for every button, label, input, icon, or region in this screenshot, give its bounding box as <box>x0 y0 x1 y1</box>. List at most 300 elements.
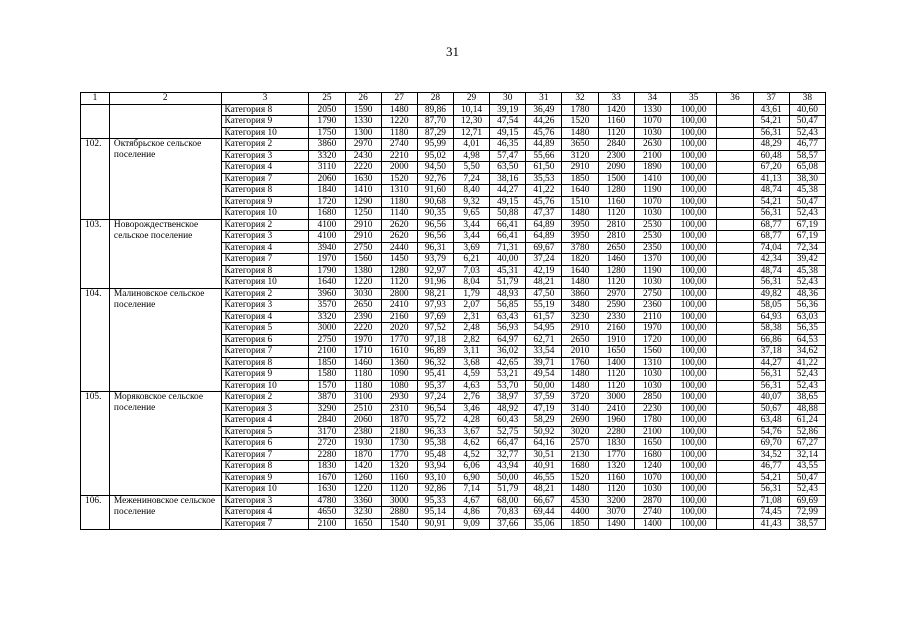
header-row <box>81 93 826 105</box>
value-cell: 100,00 <box>670 484 716 496</box>
value-cell: 4,67 <box>453 495 489 507</box>
value-cell: 71,31 <box>490 242 526 254</box>
settlement-name: Моряковское сельское поселение <box>109 392 221 496</box>
value-cell: 40,07 <box>753 392 789 404</box>
value-cell: 45,76 <box>526 196 562 208</box>
value-cell: 100,00 <box>670 415 716 427</box>
category-cell: Категория 5 <box>221 426 309 438</box>
value-cell: 50,47 <box>789 196 825 208</box>
value-cell <box>717 380 753 392</box>
value-cell: 4400 <box>562 507 598 519</box>
category-cell: Категория 4 <box>221 242 309 254</box>
value-cell: 2110 <box>634 311 670 323</box>
value-cell: 1250 <box>345 208 381 220</box>
value-cell: 3290 <box>309 403 345 415</box>
header-cell: 25 <box>309 93 345 105</box>
value-cell: 69,67 <box>526 242 562 254</box>
value-cell: 100,00 <box>670 219 716 231</box>
value-cell: 3120 <box>562 150 598 162</box>
value-cell: 95,48 <box>417 449 453 461</box>
value-cell: 3,46 <box>453 403 489 415</box>
value-cell: 9,32 <box>453 196 489 208</box>
table-body <box>81 104 826 530</box>
value-cell: 54,21 <box>753 116 789 128</box>
value-cell: 1480 <box>562 277 598 289</box>
value-cell: 1030 <box>634 277 670 289</box>
value-cell: 3950 <box>562 231 598 243</box>
value-cell <box>717 116 753 128</box>
header-cell: 32 <box>562 93 598 105</box>
settlement-number: 102. <box>81 139 110 220</box>
value-cell: 37,18 <box>753 346 789 358</box>
value-cell: 64,89 <box>526 231 562 243</box>
value-cell <box>717 403 753 415</box>
value-cell: 35,53 <box>526 173 562 185</box>
value-cell: 2060 <box>309 173 345 185</box>
value-cell: 2740 <box>381 139 417 151</box>
value-cell: 9,65 <box>453 208 489 220</box>
value-cell: 2280 <box>309 449 345 461</box>
value-cell <box>717 127 753 139</box>
value-cell: 1520 <box>381 173 417 185</box>
value-cell: 100,00 <box>670 150 716 162</box>
value-cell: 43,55 <box>789 461 825 473</box>
value-cell: 93,94 <box>417 461 453 473</box>
value-cell: 2810 <box>598 219 634 231</box>
value-cell: 4100 <box>309 231 345 243</box>
value-cell: 1030 <box>634 380 670 392</box>
value-cell: 48,36 <box>789 288 825 300</box>
value-cell: 1120 <box>598 369 634 381</box>
value-cell: 2650 <box>345 300 381 312</box>
value-cell <box>717 265 753 277</box>
value-cell <box>717 518 753 530</box>
value-cell <box>717 357 753 369</box>
table-row <box>81 392 826 404</box>
value-cell: 50,47 <box>789 472 825 484</box>
table-row <box>81 139 826 151</box>
value-cell: 3960 <box>309 288 345 300</box>
value-cell: 3720 <box>562 392 598 404</box>
value-cell: 96,54 <box>417 403 453 415</box>
value-cell: 2,48 <box>453 323 489 335</box>
value-cell: 1180 <box>345 380 381 392</box>
value-cell: 56,31 <box>753 127 789 139</box>
value-cell: 67,27 <box>789 438 825 450</box>
value-cell: 34,52 <box>753 449 789 461</box>
header-cell: 3 <box>221 93 309 105</box>
value-cell: 1970 <box>634 323 670 335</box>
value-cell: 3860 <box>562 288 598 300</box>
value-cell: 36,49 <box>526 104 562 116</box>
value-cell: 56,31 <box>753 484 789 496</box>
header-cell: 31 <box>526 93 562 105</box>
value-cell: 54,21 <box>753 472 789 484</box>
value-cell: 1870 <box>381 415 417 427</box>
value-cell: 95,37 <box>417 380 453 392</box>
value-cell: 3100 <box>345 392 381 404</box>
value-cell: 2530 <box>634 219 670 231</box>
value-cell: 1490 <box>598 518 634 530</box>
value-cell: 2850 <box>634 392 670 404</box>
settlement-number: 106. <box>81 495 110 530</box>
value-cell: 100,00 <box>670 357 716 369</box>
category-cell: Категория 4 <box>221 311 309 323</box>
value-cell: 52,43 <box>789 277 825 289</box>
value-cell: 52,43 <box>789 127 825 139</box>
value-cell: 2350 <box>634 242 670 254</box>
value-cell: 2300 <box>598 150 634 162</box>
value-cell: 1580 <box>309 369 345 381</box>
value-cell: 3360 <box>345 495 381 507</box>
value-cell: 2880 <box>381 507 417 519</box>
value-cell: 2020 <box>381 323 417 335</box>
value-cell: 1090 <box>381 369 417 381</box>
category-cell: Категория 4 <box>221 415 309 427</box>
value-cell: 3570 <box>309 300 345 312</box>
value-cell: 1830 <box>309 461 345 473</box>
value-cell: 52,43 <box>789 484 825 496</box>
value-cell: 1030 <box>634 208 670 220</box>
value-cell: 2410 <box>598 403 634 415</box>
value-cell: 97,18 <box>417 334 453 346</box>
value-cell: 48,74 <box>753 185 789 197</box>
value-cell: 4,86 <box>453 507 489 519</box>
value-cell: 38,57 <box>789 518 825 530</box>
category-cell: Категория 2 <box>221 288 309 300</box>
value-cell: 3000 <box>309 323 345 335</box>
value-cell: 6,90 <box>453 472 489 484</box>
value-cell: 3320 <box>309 311 345 323</box>
value-cell: 2910 <box>562 323 598 335</box>
value-cell: 1640 <box>562 185 598 197</box>
value-cell: 97,93 <box>417 300 453 312</box>
value-cell: 4,52 <box>453 449 489 461</box>
value-cell: 48,88 <box>789 403 825 415</box>
value-cell: 54,76 <box>753 426 789 438</box>
category-cell: Категория 8 <box>221 265 309 277</box>
value-cell <box>717 288 753 300</box>
value-cell: 52,43 <box>789 380 825 392</box>
value-cell: 100,00 <box>670 277 716 289</box>
value-cell: 67,20 <box>753 162 789 174</box>
value-cell: 43,61 <box>753 104 789 116</box>
header-cell: 26 <box>345 93 381 105</box>
value-cell: 47,37 <box>526 208 562 220</box>
value-cell: 4,63 <box>453 380 489 392</box>
table-row <box>81 219 826 231</box>
value-cell: 39,19 <box>490 104 526 116</box>
value-cell: 100,00 <box>670 461 716 473</box>
value-cell: 2910 <box>562 162 598 174</box>
value-cell <box>717 173 753 185</box>
value-cell: 93,10 <box>417 472 453 484</box>
value-cell: 2050 <box>309 104 345 116</box>
value-cell: 2330 <box>598 311 634 323</box>
value-cell: 64,93 <box>753 311 789 323</box>
value-cell: 2130 <box>562 449 598 461</box>
value-cell: 37,59 <box>526 392 562 404</box>
value-cell: 87,29 <box>417 127 453 139</box>
value-cell: 95,38 <box>417 438 453 450</box>
value-cell: 2100 <box>634 150 670 162</box>
value-cell: 100,00 <box>670 104 716 116</box>
value-cell: 2360 <box>634 300 670 312</box>
value-cell: 56,31 <box>753 277 789 289</box>
value-cell: 1300 <box>345 127 381 139</box>
value-cell: 1410 <box>634 173 670 185</box>
value-cell: 100,00 <box>670 162 716 174</box>
value-cell: 1460 <box>345 357 381 369</box>
value-cell: 1480 <box>381 104 417 116</box>
value-cell: 89,86 <box>417 104 453 116</box>
value-cell: 2390 <box>345 311 381 323</box>
value-cell: 100,00 <box>670 403 716 415</box>
value-cell: 1320 <box>381 461 417 473</box>
value-cell: 96,33 <box>417 426 453 438</box>
value-cell: 3000 <box>381 495 417 507</box>
value-cell: 7,03 <box>453 265 489 277</box>
value-cell: 39,71 <box>526 357 562 369</box>
value-cell: 87,70 <box>417 116 453 128</box>
value-cell: 1120 <box>598 208 634 220</box>
value-cell: 96,31 <box>417 242 453 254</box>
value-cell: 60,43 <box>490 415 526 427</box>
value-cell: 3480 <box>562 300 598 312</box>
value-cell: 2180 <box>381 426 417 438</box>
value-cell: 7,14 <box>453 484 489 496</box>
category-cell: Категория 8 <box>221 357 309 369</box>
value-cell <box>717 449 753 461</box>
value-cell: 1120 <box>598 277 634 289</box>
value-cell: 37,66 <box>490 518 526 530</box>
value-cell: 4,62 <box>453 438 489 450</box>
value-cell: 1160 <box>598 196 634 208</box>
value-cell: 100,00 <box>670 426 716 438</box>
table-row <box>81 104 826 116</box>
value-cell: 1120 <box>598 484 634 496</box>
header-cell: 36 <box>717 93 753 105</box>
value-cell: 2220 <box>345 323 381 335</box>
value-cell: 2,31 <box>453 311 489 323</box>
value-cell: 1400 <box>634 518 670 530</box>
value-cell: 1310 <box>634 357 670 369</box>
value-cell: 1330 <box>634 104 670 116</box>
value-cell: 45,38 <box>789 185 825 197</box>
value-cell <box>717 300 753 312</box>
value-cell: 92,76 <box>417 173 453 185</box>
value-cell <box>717 484 753 496</box>
value-cell: 1290 <box>345 196 381 208</box>
value-cell: 1480 <box>562 380 598 392</box>
value-cell: 9,09 <box>453 518 489 530</box>
value-cell: 1760 <box>562 357 598 369</box>
value-cell: 58,29 <box>526 415 562 427</box>
value-cell: 50,47 <box>789 116 825 128</box>
value-cell: 95,14 <box>417 507 453 519</box>
value-cell: 2010 <box>562 346 598 358</box>
value-cell: 1480 <box>562 484 598 496</box>
settlement-name: Межениновское сельское поселение <box>109 495 221 530</box>
value-cell: 2750 <box>309 334 345 346</box>
value-cell: 100,00 <box>670 369 716 381</box>
value-cell: 55,66 <box>526 150 562 162</box>
value-cell: 1780 <box>562 104 598 116</box>
value-cell: 2220 <box>345 162 381 174</box>
value-cell <box>717 254 753 266</box>
value-cell: 1650 <box>634 438 670 450</box>
value-cell: 1310 <box>381 185 417 197</box>
value-cell: 40,91 <box>526 461 562 473</box>
value-cell: 1640 <box>309 277 345 289</box>
category-cell: Категория 9 <box>221 196 309 208</box>
value-cell: 4,28 <box>453 415 489 427</box>
header-cell: 29 <box>453 93 489 105</box>
value-cell: 96,89 <box>417 346 453 358</box>
value-cell: 3140 <box>562 403 598 415</box>
value-cell: 1650 <box>598 346 634 358</box>
value-cell: 10,14 <box>453 104 489 116</box>
value-cell: 56,35 <box>789 323 825 335</box>
value-cell: 64,53 <box>789 334 825 346</box>
value-cell: 91,60 <box>417 185 453 197</box>
value-cell: 1380 <box>345 265 381 277</box>
value-cell: 57,47 <box>490 150 526 162</box>
value-cell: 2510 <box>345 403 381 415</box>
value-cell: 100,00 <box>670 265 716 277</box>
value-cell: 2,76 <box>453 392 489 404</box>
value-cell: 44,26 <box>526 116 562 128</box>
category-cell: Категория 10 <box>221 208 309 220</box>
value-cell: 63,48 <box>753 415 789 427</box>
category-cell: Категория 10 <box>221 277 309 289</box>
value-cell: 68,00 <box>490 495 526 507</box>
value-cell: 61,57 <box>526 311 562 323</box>
value-cell: 100,00 <box>670 231 716 243</box>
value-cell: 2100 <box>309 346 345 358</box>
value-cell: 100,00 <box>670 392 716 404</box>
value-cell: 2840 <box>309 415 345 427</box>
value-cell: 1630 <box>309 484 345 496</box>
data-table <box>80 92 826 530</box>
header-cell: 33 <box>598 93 634 105</box>
value-cell: 1750 <box>309 127 345 139</box>
value-cell: 34,62 <box>789 346 825 358</box>
value-cell: 1070 <box>634 196 670 208</box>
value-cell: 67,19 <box>789 231 825 243</box>
value-cell: 2100 <box>634 426 670 438</box>
value-cell: 1140 <box>381 208 417 220</box>
category-cell: Категория 7 <box>221 346 309 358</box>
value-cell: 32,77 <box>490 449 526 461</box>
value-cell: 64,97 <box>490 334 526 346</box>
value-cell: 2690 <box>562 415 598 427</box>
value-cell: 2090 <box>598 162 634 174</box>
value-cell: 100,00 <box>670 242 716 254</box>
value-cell: 97,69 <box>417 311 453 323</box>
value-cell: 2870 <box>634 495 670 507</box>
value-cell: 1680 <box>562 461 598 473</box>
table-row <box>81 288 826 300</box>
value-cell: 1680 <box>634 449 670 461</box>
category-cell: Категория 7 <box>221 173 309 185</box>
table-header <box>81 93 826 105</box>
value-cell: 2440 <box>381 242 417 254</box>
value-cell: 67,19 <box>789 219 825 231</box>
value-cell: 46,35 <box>490 139 526 151</box>
value-cell: 1560 <box>634 346 670 358</box>
value-cell: 68,77 <box>753 219 789 231</box>
category-cell: Категория 9 <box>221 369 309 381</box>
value-cell: 60,48 <box>753 150 789 162</box>
category-cell: Категория 3 <box>221 231 309 243</box>
value-cell: 50,00 <box>490 472 526 484</box>
value-cell: 1220 <box>345 277 381 289</box>
header-cell: 1 <box>81 93 110 105</box>
value-cell <box>717 415 753 427</box>
value-cell: 6,21 <box>453 254 489 266</box>
value-cell: 2630 <box>634 139 670 151</box>
value-cell: 100,00 <box>670 438 716 450</box>
value-cell <box>717 242 753 254</box>
value-cell: 2720 <box>309 438 345 450</box>
settlement-name: Малиновское сельское поселение <box>109 288 221 392</box>
value-cell: 1030 <box>634 127 670 139</box>
value-cell: 1260 <box>345 472 381 484</box>
value-cell: 48,92 <box>490 403 526 415</box>
value-cell: 2100 <box>309 518 345 530</box>
category-cell: Категория 7 <box>221 254 309 266</box>
value-cell: 1820 <box>562 254 598 266</box>
value-cell: 90,35 <box>417 208 453 220</box>
value-cell: 1520 <box>562 472 598 484</box>
value-cell: 70,83 <box>490 507 526 519</box>
value-cell: 43,94 <box>490 461 526 473</box>
value-cell: 1720 <box>634 334 670 346</box>
value-cell: 41,43 <box>753 518 789 530</box>
value-cell: 65,08 <box>789 162 825 174</box>
value-cell: 1890 <box>634 162 670 174</box>
value-cell: 2430 <box>345 150 381 162</box>
value-cell: 1160 <box>598 472 634 484</box>
category-cell: Категория 8 <box>221 461 309 473</box>
value-cell: 1640 <box>562 265 598 277</box>
value-cell: 100,00 <box>670 185 716 197</box>
value-cell: 72,99 <box>789 507 825 519</box>
value-cell: 54,21 <box>753 196 789 208</box>
value-cell: 52,75 <box>490 426 526 438</box>
category-cell: Категория 2 <box>221 219 309 231</box>
value-cell: 3650 <box>562 139 598 151</box>
value-cell: 1590 <box>345 104 381 116</box>
value-cell: 55,19 <box>526 300 562 312</box>
value-cell: 40,60 <box>789 104 825 116</box>
value-cell: 50,00 <box>526 380 562 392</box>
value-cell: 4,59 <box>453 369 489 381</box>
value-cell: 1720 <box>309 196 345 208</box>
value-cell <box>717 311 753 323</box>
value-cell: 2160 <box>381 311 417 323</box>
value-cell: 49,15 <box>490 127 526 139</box>
value-cell: 2230 <box>634 403 670 415</box>
header-cell: 30 <box>490 93 526 105</box>
value-cell: 64,16 <box>526 438 562 450</box>
category-cell: Категория 3 <box>221 495 309 507</box>
value-cell: 6,06 <box>453 461 489 473</box>
value-cell: 100,00 <box>670 472 716 484</box>
page-number: 31 <box>446 44 459 59</box>
value-cell: 3,67 <box>453 426 489 438</box>
